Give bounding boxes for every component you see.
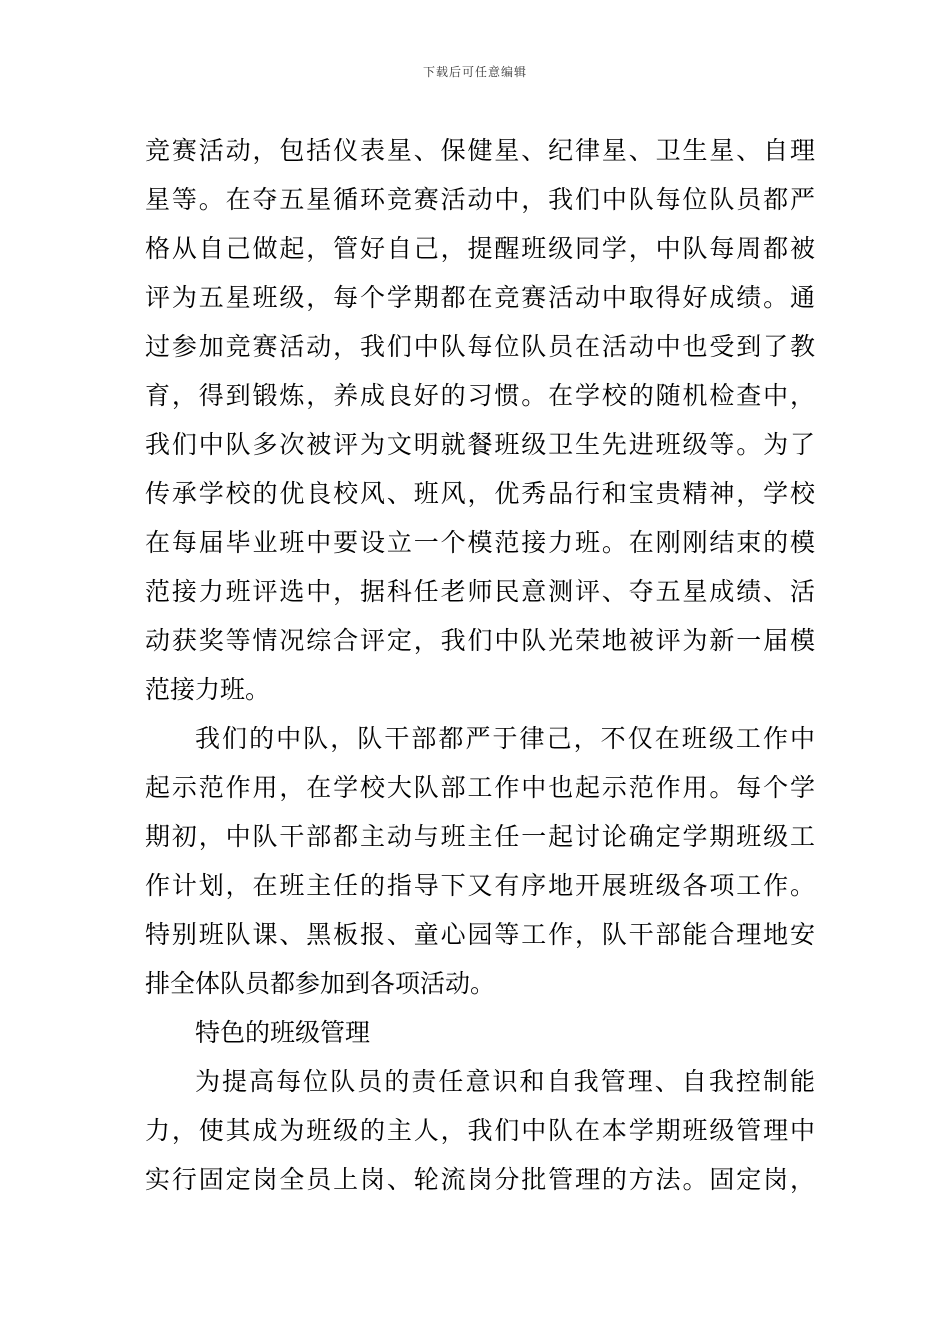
text-line: 过参加竞赛活动，我们中队每位队员在活动中也受到了教 [145,332,815,361]
text-line: 期初，中队干部都主动与班主任一起讨论确定学期班级工 [145,822,815,851]
text-line: 传承学校的优良校风、班风，优秀品行和宝贵精神，学校 [145,479,815,508]
text-line: 起示范作用，在学校大队部工作中也起示范作用。每个学 [145,773,815,802]
text-line: 育，得到锻炼，养成良好的习惯。在学校的随机检查中， [145,381,815,410]
text-line: 力，使其成为班级的主人，我们中队在本学期班级管理中 [145,1116,815,1145]
text-line: 特别班队课、黑板报、童心园等工作，队干部能合理地安 [145,920,815,949]
document-body [145,126,815,1204]
text-line: 竞赛活动，包括仪表星、保健星、纪律星、卫生星、自理 [145,136,815,165]
text-line: 排全体队员都参加到各项活动。 [145,969,496,998]
page-header: 下载后可任意编辑 [422,65,527,79]
text-line: 范接力班评选中，据科任老师民意测评、夺五星成绩、活 [145,577,815,606]
text-line: 评为五星班级，每个学期都在竞赛活动中取得好成绩。通 [145,283,815,312]
text-line: 实行固定岗全员上岗、轮流岗分批管理的方法。固定岗， [145,1165,815,1194]
paragraph-first-line: 我们的中队，队干部都严于律己，不仅在班级工作中 [195,724,815,753]
text-line: 动获奖等情况综合评定，我们中队光荣地被评为新一届模 [145,626,815,655]
section-heading: 特色的班级管理 [195,1018,371,1047]
text-line: 星等。在夺五星循环竞赛活动中，我们中队每位队员都严 [145,185,815,214]
text-line: 范接力班。 [145,675,271,704]
text-line: 格从自己做起，管好自己，提醒班级同学，中队每周都被 [145,234,815,263]
text-line: 作计划，在班主任的指导下又有序地开展班级各项工作。 [145,871,815,900]
text-line: 我们中队多次被评为文明就餐班级卫生先进班级等。为了 [145,430,815,459]
paragraph-first-line: 为提高每位队员的责任意识和自我管理、自我控制能 [195,1067,815,1096]
text-line: 在每届毕业班中要设立一个模范接力班。在刚刚结束的模 [145,528,815,557]
